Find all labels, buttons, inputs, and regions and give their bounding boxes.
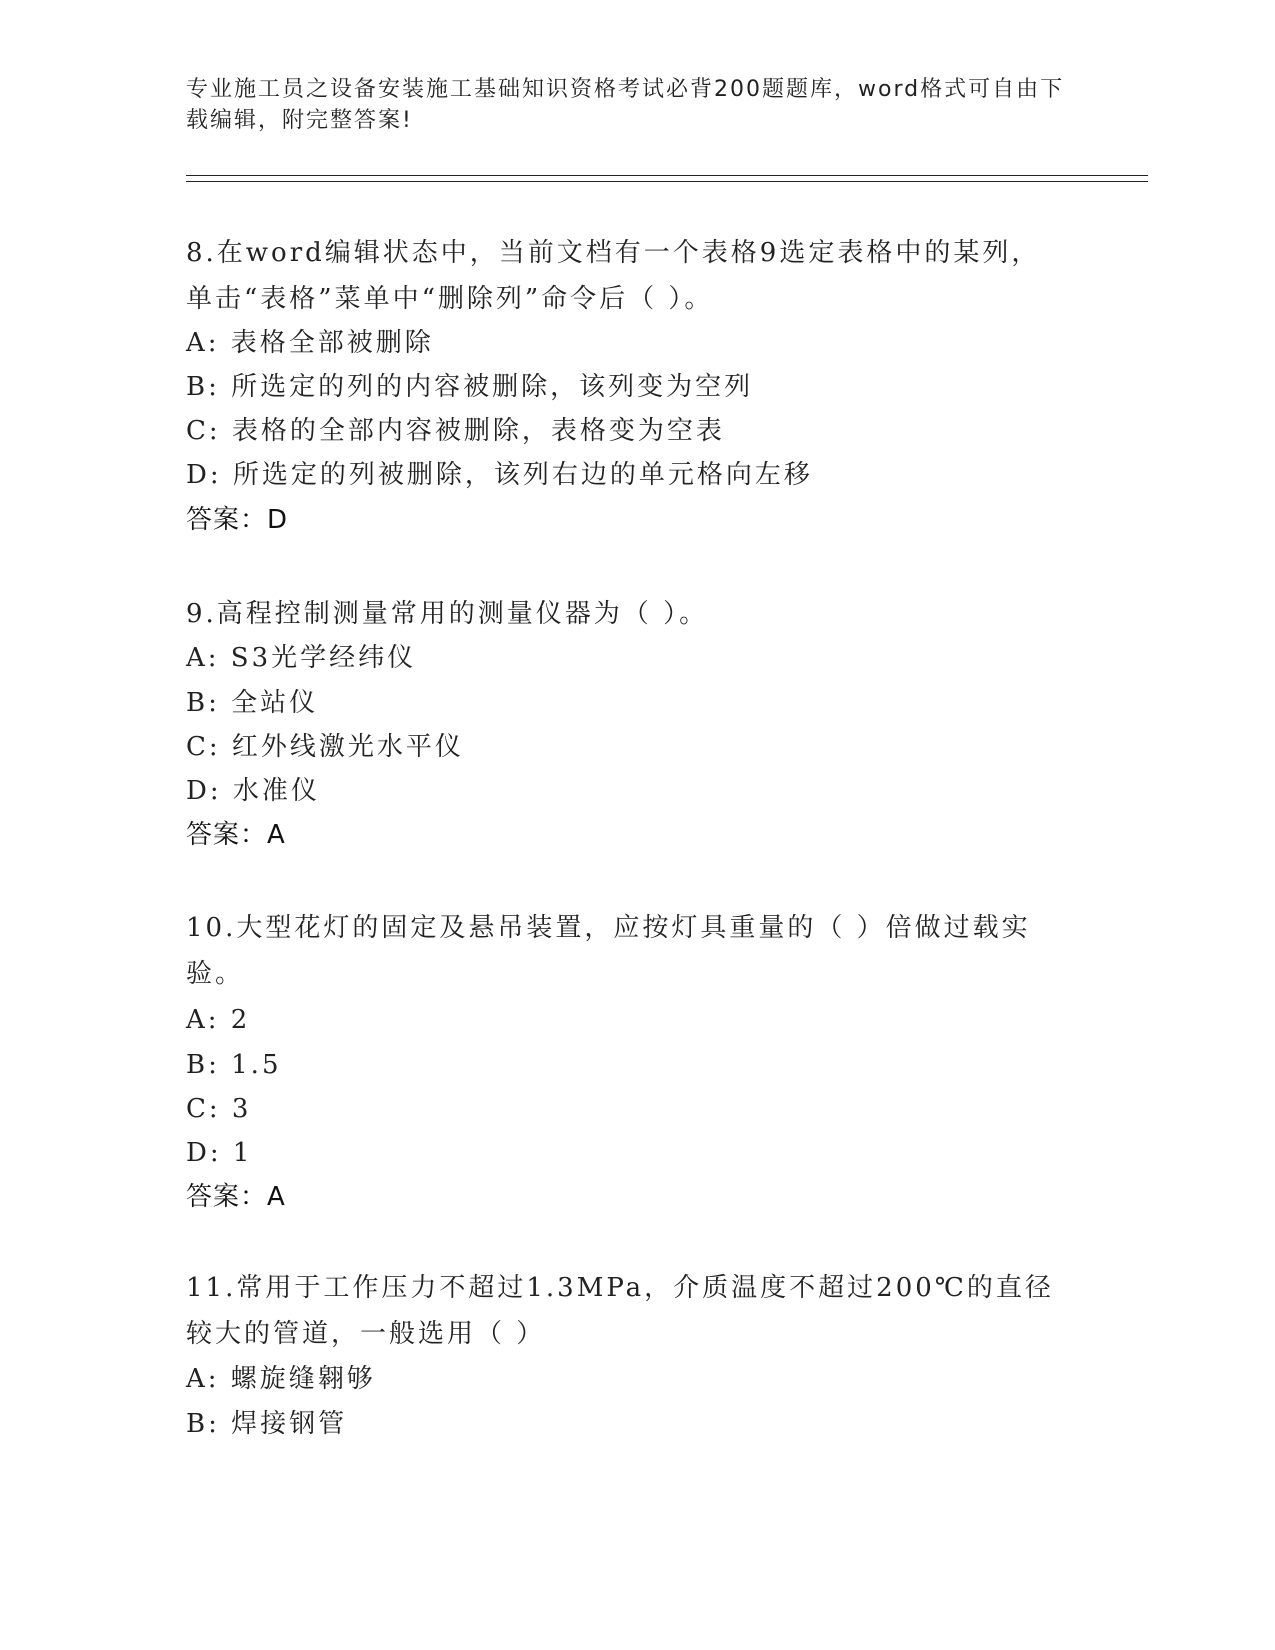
question-8-option-b: B: 所选定的列的内容被删除，该列变为空列: [186, 372, 754, 402]
question-10-option-d: D: 1: [186, 1138, 253, 1168]
question-11-option-a: A: 螺旋缝翱够: [186, 1364, 376, 1394]
question-10-answer: 答案：A: [186, 1182, 286, 1212]
question-11-text: 11.常用于工作压力不超过1.3MPa，介质温度不超过200℃的直径较大的管道，一般选用（ ）: [186, 1273, 1054, 1349]
question-8-option-c: C: 表格的全部内容被删除，表格变为空表: [186, 416, 725, 446]
question-9-option-c: C: 红外线激光水平仪: [186, 732, 464, 762]
header-divider-top: [186, 175, 1148, 176]
question-8-answer: 答案：D: [186, 505, 289, 535]
question-10-option-a: A: 2: [186, 1005, 251, 1035]
question-10-option-b: B: 1.5: [186, 1050, 282, 1080]
question-9-option-d: D: 水准仪: [186, 776, 320, 806]
header-divider-bottom: [186, 181, 1148, 182]
question-8-option-a: A: 表格全部被删除: [186, 328, 434, 358]
question-9-option-b: B: 全站仪: [186, 688, 319, 718]
question-10-option-c: C: 3: [186, 1094, 252, 1124]
question-9-text: 9.高程控制测量常用的测量仪器为（ ）。: [186, 599, 709, 629]
question-8-text: 8.在word编辑状态中，当前文档有一个表格9选定表格中的某列，单击“表格”菜单中“删除列”命令后（ ）。: [186, 238, 1041, 314]
question-9-answer: 答案：A: [186, 820, 286, 850]
header-intro: 专业施工员之设备安装施工基础知识资格考试必背200题题库，word格式可自由下载编辑，附完整答案!: [186, 77, 1065, 133]
question-8-option-d: D: 所选定的列被删除，该列右边的单元格向左移: [186, 460, 813, 490]
question-11-option-b: B: 焊接钢管: [186, 1409, 348, 1439]
question-10-text: 10.大型花灯的固定及悬吊装置，应按灯具重量的（ ）倍做过载实验。: [186, 913, 1031, 989]
question-9-option-a: A: S3光学经纬仪: [186, 643, 417, 673]
